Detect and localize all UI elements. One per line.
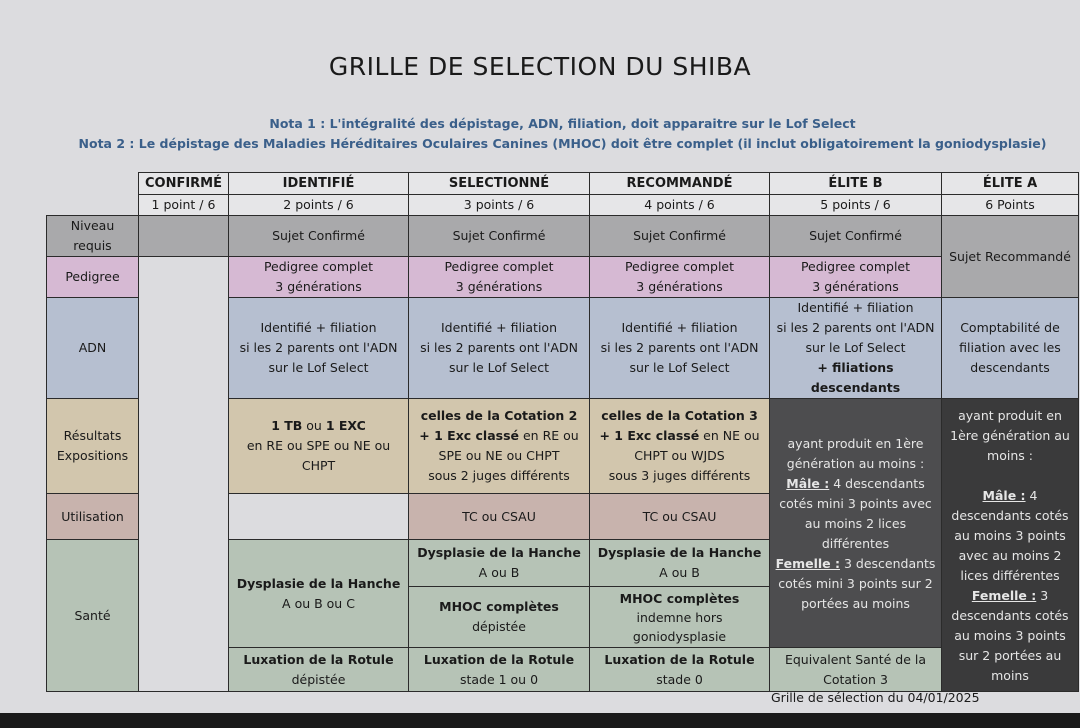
cell-expo-recommande: celles de la Cotation 3 + 1 Exc classé en NE ou CHPT ou WJDS sous 3 juges différents — [590, 399, 770, 494]
row-label-pedigree: Pedigree — [47, 257, 139, 298]
cell-utilisation-selectionne: TC ou CSAU — [409, 494, 590, 540]
cell-niveau-recommande: Sujet Confirmé — [590, 216, 770, 257]
col-header-identifie: IDENTIFIÉ — [229, 173, 409, 195]
cell-niveau-confirme — [139, 216, 229, 257]
points-recommande: 4 points / 6 — [590, 195, 770, 216]
cell-adn-recommande: Identifié + filiation si les 2 parents ont l'ADN sur le Lof Select — [590, 298, 770, 399]
nota-1: Nota 1 : L'intégralité des dépistage, ADN, filiation, doit apparaitre sur le Lof Select — [269, 116, 856, 131]
sub-hanche-selectionne: Dysplasie de la Hanche A ou B — [409, 540, 589, 587]
page-title: GRILLE DE SELECTION DU SHIBA — [328, 52, 752, 81]
cell-utilisation-recommande: TC ou CSAU — [590, 494, 770, 540]
row-label-sante: Santé — [47, 540, 139, 692]
cell-elite-b-descendants: ayant produit en 1ère génération au moins : Mâle : 4 descendants cotés mini 3 points avec au moins 2 lices différentes Femelle : 3 descendants cotés mini 3 points sur 2 portées au moins — [770, 399, 942, 648]
sub-hanche-recommande: Dysplasie de la Hanche A ou B — [590, 540, 769, 587]
cell-utilisation-identifie — [229, 494, 409, 540]
cell-sante-hanche-identifie: Dysplasie de la Hanche A ou B ou C — [229, 540, 409, 648]
cell-confirme-blank — [139, 257, 229, 692]
col-header-elite-b: ÉLITE B — [770, 173, 942, 195]
cell-pedigree-elite-b: Pedigree complet 3 générations — [770, 257, 942, 298]
cell-expo-selectionne: celles de la Cotation 2 + 1 Exc classé en RE ou SPE ou NE ou CHPT sous 2 juges différents — [409, 399, 590, 494]
cell-adn-elite-b: Identifié + filiation si les 2 parents ont l'ADN sur le Lof Select + filiations descendants — [770, 298, 942, 399]
cell-niveau-selectionne: Sujet Confirmé — [409, 216, 590, 257]
cell-rotule-identifie: Luxation de la Rotule dépistée — [229, 648, 409, 692]
cell-rotule-recommande: Luxation de la Rotule stade 0 — [590, 648, 770, 692]
cell-niveau-identifie: Sujet Confirmé — [229, 216, 409, 257]
col-header-recommande: RECOMMANDÉ — [590, 173, 770, 195]
cell-sante-recommande — [590, 540, 770, 648]
points-elite-b: 5 points / 6 — [770, 195, 942, 216]
cell-elite-a-descendants: ayant produit en 1ère génération au moins : Mâle : 4 descendants cotés au moins 3 points avec au moins 2 lices différentes Femelle : 3 descendants cotés au moins 3 points sur 2 portées au moins — [942, 399, 1079, 692]
row-label-expositions: Résultats Expositions — [47, 399, 139, 494]
cell-adn-selectionne: Identifié + filiation si les 2 parents ont l'ADN sur le Lof Select — [409, 298, 590, 399]
bottom-bar — [0, 713, 1080, 728]
row-label-niveau: Niveau requis — [47, 216, 139, 257]
cell-pedigree-identifie: Pedigree complet 3 générations — [229, 257, 409, 298]
row-label-utilisation: Utilisation — [47, 494, 139, 540]
sub-mhoc-recommande: MHOC complètes indemne hors goniodysplasie — [619, 590, 740, 644]
row-label-adn: ADN — [47, 298, 139, 399]
cell-sante-elite-b: Equivalent Santé de la Cotation 3 — [770, 648, 942, 692]
cell-pedigree-recommande: Pedigree complet 3 générations — [590, 257, 770, 298]
sub-mhoc-selectionne: MHOC complètes dépistée — [439, 599, 559, 634]
points-selectionne: 3 points / 6 — [409, 195, 590, 216]
cell-expo-identifie: 1 TB ou 1 EXC en RE ou SPE ou NE ou CHPT — [229, 399, 409, 494]
cell-niveau-elite-a: Sujet Recommandé — [942, 216, 1079, 298]
col-header-elite-a: ÉLITE A — [942, 173, 1079, 195]
nota-2: Nota 2 : Le dépistage des Maladies Héréditaires Oculaires Canines (MHOC) doit être complet (il inclut obligatoirement la goniodysplasie) — [78, 136, 1047, 151]
footer-date: Grille de sélection du 04/01/2025 — [771, 690, 980, 705]
selection-grid — [46, 172, 1079, 692]
cell-adn-identifie: Identifié + filiation si les 2 parents ont l'ADN sur le Lof Select — [229, 298, 409, 399]
points-elite-a: 6 Points — [942, 195, 1079, 216]
cell-niveau-elite-b: Sujet Confirmé — [770, 216, 942, 257]
cell-rotule-selectionne: Luxation de la Rotule stade 1 ou 0 — [409, 648, 590, 692]
cell-pedigree-selectionne: Pedigree complet 3 générations — [409, 257, 590, 298]
points-identifie: 2 points / 6 — [229, 195, 409, 216]
cell-adn-elite-a: Comptabilité de filiation avec les descendants — [942, 298, 1079, 399]
col-header-selectionne: SELECTIONNÉ — [409, 173, 590, 195]
cell-sante-selectionne — [409, 540, 590, 648]
col-header-confirme: CONFIRMÉ — [139, 173, 229, 195]
points-confirme: 1 point / 6 — [139, 195, 229, 216]
